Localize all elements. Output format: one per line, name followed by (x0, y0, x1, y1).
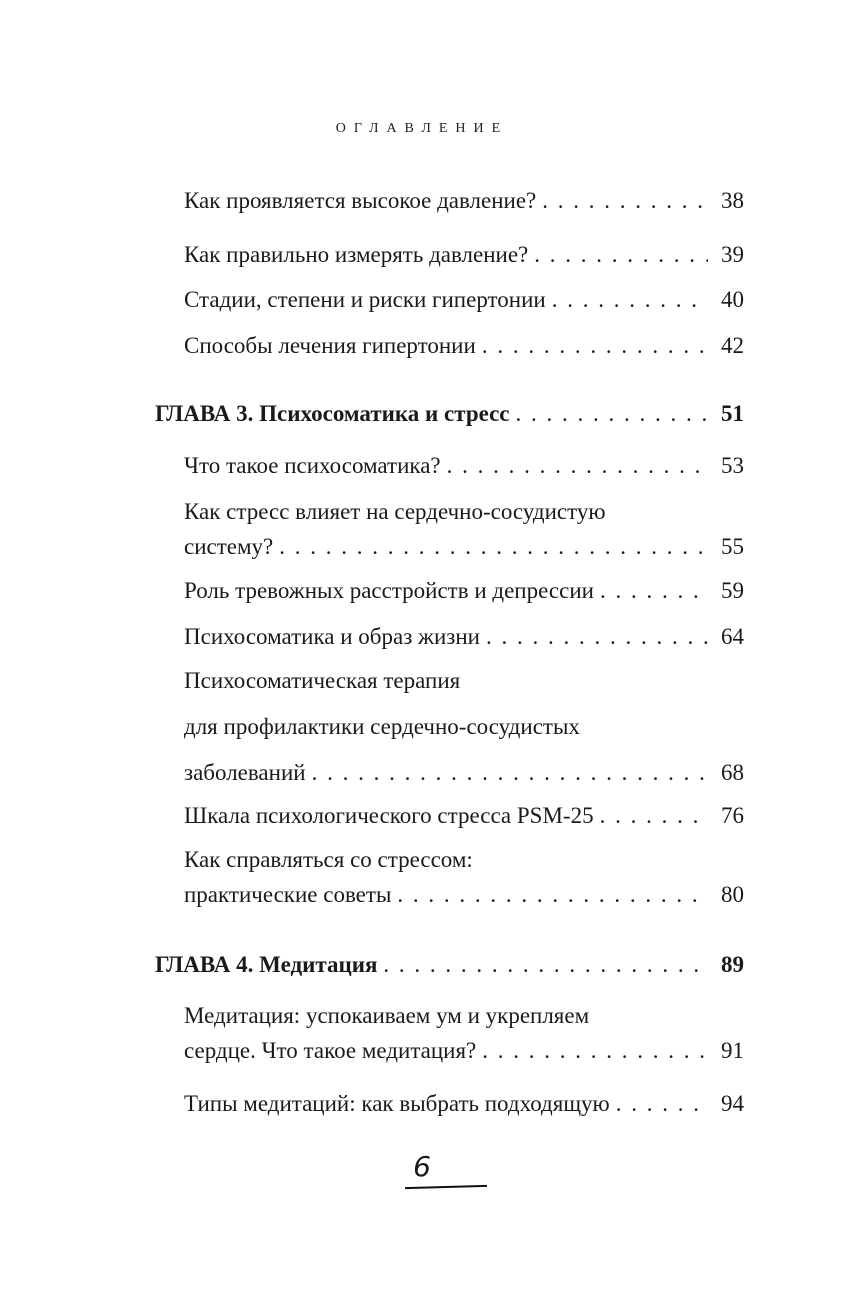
entry-title: Шкала психологического стресса PSM-25 (184, 803, 594, 828)
leader-dots (516, 391, 708, 437)
chapter-title: ГЛАВА 4. Медитация (155, 952, 378, 977)
leader-dots (534, 232, 708, 278)
toc-entry[interactable] (184, 1081, 744, 1127)
toc-entry[interactable] (184, 489, 744, 570)
toc-entry[interactable] (184, 443, 744, 489)
page-number: 6 (413, 1150, 431, 1183)
entry-page: 40 (721, 287, 744, 312)
entry-page: 94 (721, 1091, 744, 1116)
toc-chapter[interactable] (155, 942, 744, 988)
entry-title: систему? (184, 534, 274, 559)
entry-title: Как справляться со стрессом: (184, 847, 473, 872)
leader-dots (312, 750, 708, 796)
entry-title: Психосоматика и образ жизни (184, 624, 480, 649)
toc-entry[interactable] (184, 232, 744, 278)
toc-entry[interactable] (184, 993, 744, 1074)
leader-dots (600, 568, 708, 614)
toc-entry[interactable] (184, 793, 744, 839)
entry-title: Что такое психосоматика? (184, 453, 441, 478)
entry-title: Стадии, степени и риски гипертонии (184, 287, 546, 312)
leader-dots (552, 277, 708, 323)
chapter-page: 51 (721, 401, 744, 426)
toc-entry[interactable] (184, 658, 744, 796)
entry-title: сердце. Что такое медитация? (184, 1038, 477, 1063)
leader-dots (482, 1028, 708, 1074)
entry-title: Способы лечения гипертонии (184, 333, 476, 358)
toc-entry[interactable] (184, 323, 744, 369)
entry-page: 53 (721, 453, 744, 478)
entry-title: заболеваний (184, 760, 306, 785)
leader-dots (383, 942, 708, 988)
toc-header: ОГЛАВЛЕНИЕ (335, 121, 509, 136)
chapter-page: 89 (721, 952, 744, 977)
leader-dots (279, 524, 708, 570)
entry-title: Роль тревожных расстройств и депрессии (184, 578, 594, 603)
entry-page: 59 (721, 578, 744, 603)
entry-page: 76 (721, 803, 744, 828)
toc-chapter[interactable] (155, 391, 744, 437)
leader-dots (542, 178, 708, 224)
entry-page: 64 (721, 624, 744, 649)
entry-title: Как проявляется высокое давление? (184, 188, 537, 213)
toc-entry[interactable] (184, 614, 744, 660)
page-number-underline (405, 1185, 487, 1189)
entry-title: Как правильно измерять давление? (184, 242, 529, 267)
chapter-title: ГЛАВА 3. Психосоматика и стресс (155, 401, 510, 426)
toc-entry[interactable] (184, 178, 744, 224)
entry-title: Психосоматическая терапия (184, 668, 461, 693)
entry-page: 68 (721, 760, 744, 785)
entry-title: Типы медитаций: как выбрать подходящую (184, 1091, 610, 1116)
entry-title: Медитация: успокаиваем ум и укрепляем (184, 1003, 590, 1028)
entry-page: 39 (721, 242, 744, 267)
entry-page: 38 (721, 188, 744, 213)
toc-entry[interactable] (184, 837, 744, 918)
leader-dots (397, 872, 708, 918)
leader-dots (486, 614, 708, 660)
entry-page: 80 (721, 882, 744, 907)
entry-title: Как стресс влияет на сердечно-сосудистую (184, 499, 606, 524)
toc-entry[interactable] (184, 568, 744, 614)
entry-title: для профилактики сердечно-сосудистых (184, 714, 580, 739)
leader-dots (616, 1081, 708, 1127)
leader-dots (447, 443, 708, 489)
leader-dots (600, 793, 708, 839)
leader-dots (482, 323, 708, 369)
entry-page: 42 (721, 333, 744, 358)
entry-title: практические советы (184, 882, 392, 907)
entry-page: 55 (721, 534, 744, 559)
toc-entry[interactable] (184, 277, 744, 323)
entry-page: 91 (721, 1038, 744, 1063)
